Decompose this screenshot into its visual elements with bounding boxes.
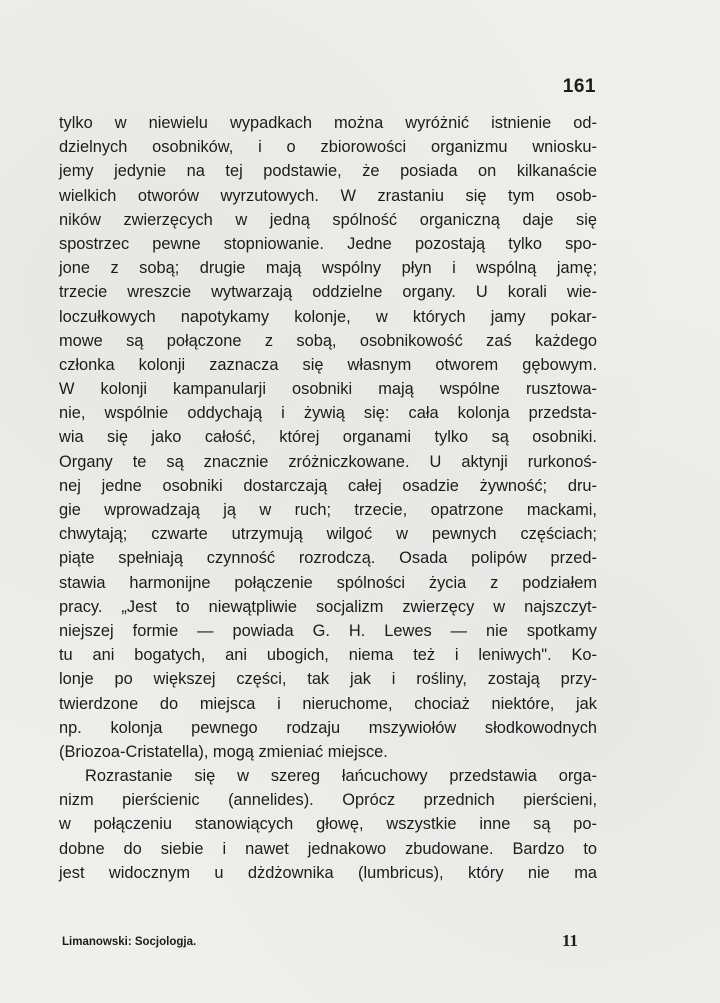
text-line: wia się jako całość, której organami tylko są osobniki. — [59, 428, 597, 447]
text-line: dzielnych osobników, i o zbiorowości organizmu wniosku- — [59, 138, 597, 157]
text-line: w połączeniu stanowiących głowę, wszystkie inne są po- — [59, 815, 597, 834]
text-line: W kolonji kampanularji osobniki mają wspólne rusztowa- — [59, 380, 597, 399]
text-line: nej jedne osobniki dostarczają całej osadzie żywność; dru- — [59, 476, 597, 495]
text-line: mowe są połączone z sobą, osobnikowość zaś każdego — [59, 331, 597, 350]
text-line: tylko w niewielu wypadkach można wyróżnić istnienie od- — [59, 114, 597, 132]
page-number: 161 — [562, 76, 596, 97]
text-line: wielkich otworów wyrzutowych. W zrastaniu się tym osob- — [59, 186, 597, 205]
text-line: pracy. „Jest to niewątpliwie socjalizm zwierzęcy w najszczyt- — [59, 597, 597, 616]
text-line: np. kolonja pewnego rodzaju mszywiołów słodkowodnych — [59, 718, 597, 737]
text-line: Organy te są znacznie zróżniczkowane. U aktynji rurkonoś- — [59, 452, 597, 471]
text-line: nie, wspólnie oddychają i żywią się: cała kolonja przedsta- — [59, 404, 597, 423]
footer-signature: Limanowski: Socjologja. — [62, 936, 197, 948]
paragraph-2 — [59, 764, 597, 885]
text-line: lonje po większej części, tak jak i rośliny, zostają przy- — [59, 670, 597, 689]
text-line: chwytają; czwarte utrzymują wilgoć w pewnych częściach; — [59, 525, 597, 544]
text-line: nizm pierścienic (annelides). Oprócz przednich pierścieni, — [59, 791, 597, 810]
text-line: Rozrastanie się w szereg łańcuchowy przedstawia orga- — [85, 767, 597, 786]
text-line: członka kolonji zaznacza się własnym otworem gębowym. — [59, 355, 597, 374]
text-line: twierdzone do miejsca i nieruchome, chociaż niektóre, jak — [59, 694, 597, 713]
text-line: jone z sobą; drugie mają wspólny płyn i wspólną jamę; — [59, 259, 597, 278]
footer-sheet-number: 11 — [561, 931, 578, 950]
text-line: jemy jedynie na tej podstawie, że posiada on kilkanaście — [59, 162, 597, 181]
text-line: spostrzec pewne stopniowanie. Jedne pozostają tylko spo- — [59, 234, 597, 253]
text-line: tu ani bogatych, ani ubogich, niema też i leniwych". Ko- — [59, 646, 597, 665]
text-line: loczułkowych napotykamy kolonje, w których jamy pokar- — [59, 307, 597, 326]
text-line: jest widocznym u dżdżownika (lumbricus), który nie ma — [59, 863, 597, 882]
text-line: piąte spełniają czynność rozrodczą. Osada polipów przed- — [59, 549, 597, 568]
body-text — [59, 111, 597, 885]
text-line: gie wprowadzają ją w ruch; trzecie, opatrzone mackami, — [59, 501, 597, 519]
text-line: trzecie wreszcie wytwarzają oddzielne organy. U korali wie- — [59, 283, 597, 302]
text-line: stawia harmonijne połączenie spólności życia z podziałem — [59, 573, 597, 592]
text-line: niejszej formie — powiada G. H. Lewes — nie spotkamy — [59, 621, 597, 640]
text-line: ników zwierzęcych w jedną spólność organiczną daje się — [59, 210, 597, 229]
text-line: (Briozoa-Cristatella), mogą zmieniać miejsce. — [59, 742, 388, 761]
text-line: dobne do siebie i nawet jednakowo zbudowane. Bardzo to — [59, 839, 597, 858]
paragraph-1 — [59, 111, 597, 764]
